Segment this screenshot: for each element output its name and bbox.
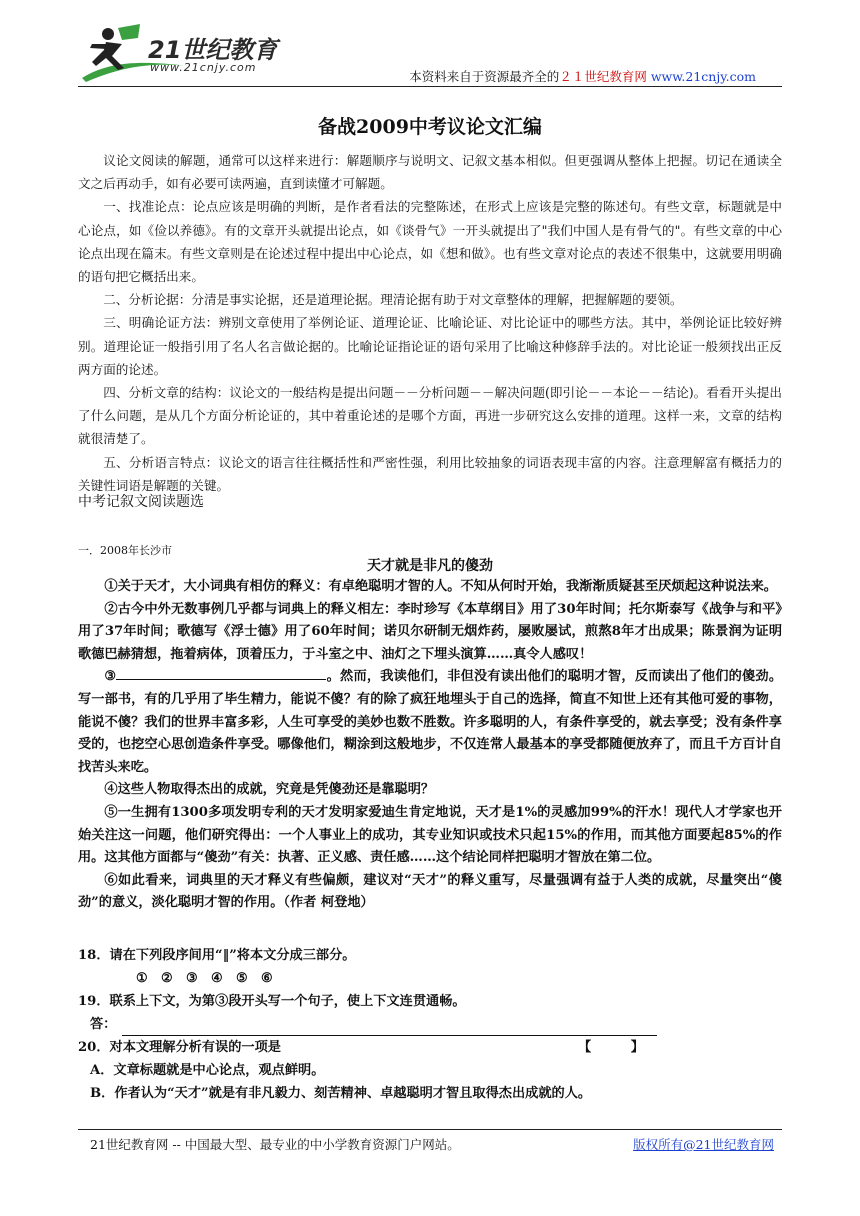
question-20: 20．对本文理解分析有误的一项是 xyxy=(78,1040,281,1055)
paragraph-numbers: ① ② ③ ④ ⑤ ⑥ xyxy=(136,971,273,986)
answer-bracket: 【 】 xyxy=(578,1040,644,1055)
questions xyxy=(78,944,782,1105)
footer-divider xyxy=(78,1129,782,1130)
header-divider xyxy=(78,86,782,87)
answer-line xyxy=(122,1021,657,1036)
question-source: 一．2008年长沙市 xyxy=(78,544,172,557)
article-paragraph-3 xyxy=(78,666,782,779)
article-paragraph-4: ④这些人物取得杰出的成就，究竟是凭傻劲还是靠聪明？ xyxy=(104,782,435,798)
question-19: 19．联系上下文，为第③段开头写一个句子，使上下文连贯通畅。 xyxy=(78,994,466,1009)
intro-paragraph: 二、分析论据：分清是事实论据，还是道理论据。理清论据有助于对文章整体的理解，把握解题的要领。 xyxy=(103,292,683,308)
footer-text: 21世纪教育网 -- 中国最大型、最专业的中小学教育资源门户网站。 xyxy=(90,1137,460,1152)
answer-label: 答： xyxy=(90,1017,117,1032)
article-paragraph-2: ②古今中外无数事例几乎都与词典上的释义相左：李时珍写《本草纲目》用了30年时间；托尔斯泰写《战争与和平》用了37年时间；歌德写《浮士德》用了60年时间；诺贝尔研制无烟炸药，屡败屡试，煎熬8年才出成果；陈景润为证明歌德巴赫猜想，拖着病体，顶着压力，于斗室之中、油灯之下埋头演算……真令人感叹！ xyxy=(78,601,782,662)
question-20-row xyxy=(78,1036,782,1059)
footer-copyright-link[interactable]: 版权所有@21世纪教育网 xyxy=(633,1137,774,1152)
fill-in-blank xyxy=(116,666,326,680)
page-title: 备战2009中考议论文汇编 xyxy=(318,116,542,138)
article-body xyxy=(78,576,782,915)
paragraph-3-text: 。然而，我读他们，非但没有读出他们的聪明才智，反而读出了他们的傻劲。写一部书，有的几乎用了毕生精力，能说不傻？有的除了疯狂地埋头于自己的选择，简直不知世上还有其他可爱的事物，能说不傻？我们的世界丰富多彩，人生可享受的美妙也数不胜数。许多聪明的人，有条件享受的，就去享受；没有条件享受的，也挖空心思创造条件享受。哪像他们，糊涂到这般地步，不仅连常人最基本的享受都随便放弃了，而且千方百计自找苦头来吃。 xyxy=(78,669,783,775)
option-a: A．文章标题就是中心论点，观点鲜明。 xyxy=(90,1063,325,1078)
header-note-site[interactable]: ２１世纪教育网 xyxy=(559,69,647,84)
option-b: B．作者认为“天才”就是有非凡毅力、刻苦精神、卓越聪明才智且取得杰出成就的人。 xyxy=(90,1086,592,1101)
intro-paragraph: 五、分析语言特点：议论文的语言往往概括性和严密性强，利用比较抽象的词语表现丰富的内容。注意理解富有概括力的关键性词语是解题的关键。 xyxy=(78,454,782,493)
article-paragraph-6: ⑥如此看来，词典里的天才释义有些偏颇，建议对“天才”的释义重写，尽量强调有益于人类的成就，尽量突出“傻劲”的意义，淡化聪明才智的作用。（作者 柯登地） xyxy=(78,872,782,911)
question-18: 18．请在下列段序间用“‖”将本文分成三部分。 xyxy=(78,948,356,963)
header-note-prefix: 本资料来自于资源最齐全的 xyxy=(409,69,560,84)
intro-body xyxy=(78,149,782,497)
article-title: 天才就是非凡的傻劲 xyxy=(367,558,493,574)
section-heading: 中考记叙文阅读题选 xyxy=(78,494,204,510)
intro-paragraph: 三、明确论证方法：辨别文章使用了举例论证、道理论证、比喻论证、对比论证中的哪些方法。其中，举例论证比较好辨别。道理论证一般指引用了名人名言做论据的。比喻论证指论证的语句采用了比喻这种修辞手法的。对比论证一般须找出正反两方面的论述。 xyxy=(78,315,782,377)
intro-paragraph: 四、分析文章的结构：议论文的一般结构是提出问题－－分析问题－－解决问题(即引论－－本论－－结论)。看看开头提出了什么问题，是从几个方面分析论证的，其中着重论述的是哪个方面，再进一步研究这么安排的道理。这样一来，文章的结构就很清楚了。 xyxy=(78,385,782,447)
logo-text: 21世纪教育 xyxy=(148,36,278,64)
logo-url: www.21cnjy.com xyxy=(150,61,257,74)
answer-row xyxy=(78,1013,782,1036)
article-paragraph-5: ⑤一生拥有1300多项发明专利的天才发明家爱迪生肯定地说，天才是1%的灵感加99%的汗水！现代人才学家也开始关注这一问题，他们研究得出：一个人事业上的成功，其专业知识或技术只起15%的作用，而其他方面要起85%的作用。这其他方面都与“傻劲”有关：执著、正义感、责任感……这个结论同样把聪明才智放在第二位。 xyxy=(78,804,782,866)
intro-paragraph: 议论文阅读的解题，通常可以这样来进行：解题顺序与说明文、记叙文基本相似。但更强调从整体上把握。切记在通读全文之后再动手，如有必要可读两遍，直到读懂才可解题。 xyxy=(78,153,782,192)
article-paragraph-1: ①关于天才，大小词典有相仿的释义：有卓绝聪明才智的人。不知从何时开始，我渐渐质疑甚至厌烦起这种说法来。 xyxy=(104,579,777,594)
header-note xyxy=(409,67,756,85)
paragraph-3-number: ③ xyxy=(104,669,117,685)
header-note-url[interactable]: www.21cnjy.com xyxy=(650,69,756,84)
intro-paragraph: 一、找准论点：论点应该是明确的判断，是作者看法的完整陈述，在形式上应该是完整的陈述句。有些文章，标题就是中心论点，如《俭以养德》。有的文章开头就提出论点，如《谈骨气》一开头就提出了"我们中国人是有骨气的"。有些文章的中心论点出现在篇末。有些文章则是在论述过程中提出中心论点，如《想和做》。也有些文章对论点的表述不很集中，这就要用明确的语句把它概括出来。 xyxy=(78,199,782,285)
